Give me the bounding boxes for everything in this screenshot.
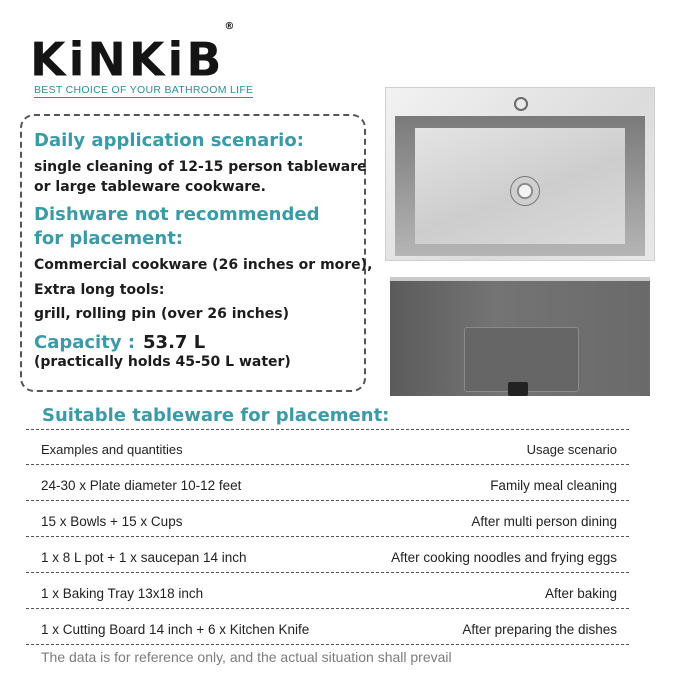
- daily-heading: Daily application scenario:: [34, 130, 304, 151]
- row-usage: Family meal cleaning: [490, 478, 617, 493]
- not-line-2: Extra long tools:: [34, 282, 165, 298]
- row-usage: After baking: [544, 586, 617, 601]
- row-example: 24-30 x Plate diameter 10-12 feet: [41, 478, 242, 493]
- row-example: 1 x Baking Tray 13x18 inch: [41, 586, 204, 601]
- faucet-hole: [514, 97, 528, 111]
- table-row: [26, 573, 629, 609]
- row-usage: After preparing the dishes: [462, 622, 617, 637]
- row-example: 1 x 8 L pot + 1 x saucepan 14 inch: [41, 550, 247, 565]
- not-recommended-heading-2: for placement:: [34, 228, 184, 249]
- table-row: [26, 465, 629, 501]
- table-row: [26, 537, 629, 573]
- footnote: The data is for reference only, and the actual situation shall prevail: [41, 649, 452, 665]
- info-box: [20, 114, 373, 392]
- brand-tagline: BEST CHOICE OF YOUR BATHROOM LIFE: [34, 84, 254, 96]
- not-line-3: grill, rolling pin (over 26 inches): [34, 306, 289, 322]
- registered-mark: ®: [224, 21, 235, 32]
- table-title: Suitable tableware for placement:: [42, 405, 390, 426]
- capacity-value: 53.7 L: [143, 332, 206, 353]
- row-example: 1 x Cutting Board 14 inch + 6 x Kitchen Knife: [41, 622, 310, 637]
- table-row: [26, 609, 629, 645]
- header-usage: Usage scenario: [526, 442, 617, 457]
- capacity-note: (practically holds 45-50 L water): [34, 354, 291, 370]
- brand-logo: [30, 21, 235, 87]
- drain-icon: [510, 176, 540, 206]
- sink-basin: [395, 116, 645, 256]
- sink-top-view-image: [385, 87, 655, 261]
- row-example: 15 x Bowls + 15 x Cups: [41, 514, 183, 529]
- row-usage: After cooking noodles and frying eggs: [391, 550, 617, 565]
- logo-text: KiNKiB: [30, 32, 225, 87]
- drain-pipe: [508, 382, 528, 396]
- capacity-row: [34, 332, 205, 354]
- not-line-1: Commercial cookware (26 inches or more),: [34, 257, 373, 273]
- table-row: [26, 501, 629, 537]
- capacity-label: Capacity :: [34, 332, 136, 353]
- not-recommended-heading-1: Dishware not recommended: [34, 204, 320, 225]
- row-usage: After multi person dining: [471, 514, 617, 529]
- daily-line-2: or large tableware cookware.: [34, 179, 266, 195]
- sink-basin-floor: [415, 128, 625, 244]
- sink-bottom-view-image: [390, 277, 650, 396]
- daily-line-1: single cleaning of 12-15 person tableware: [34, 159, 367, 175]
- header-examples: Examples and quantities: [41, 442, 183, 457]
- table-header-row: [26, 429, 629, 465]
